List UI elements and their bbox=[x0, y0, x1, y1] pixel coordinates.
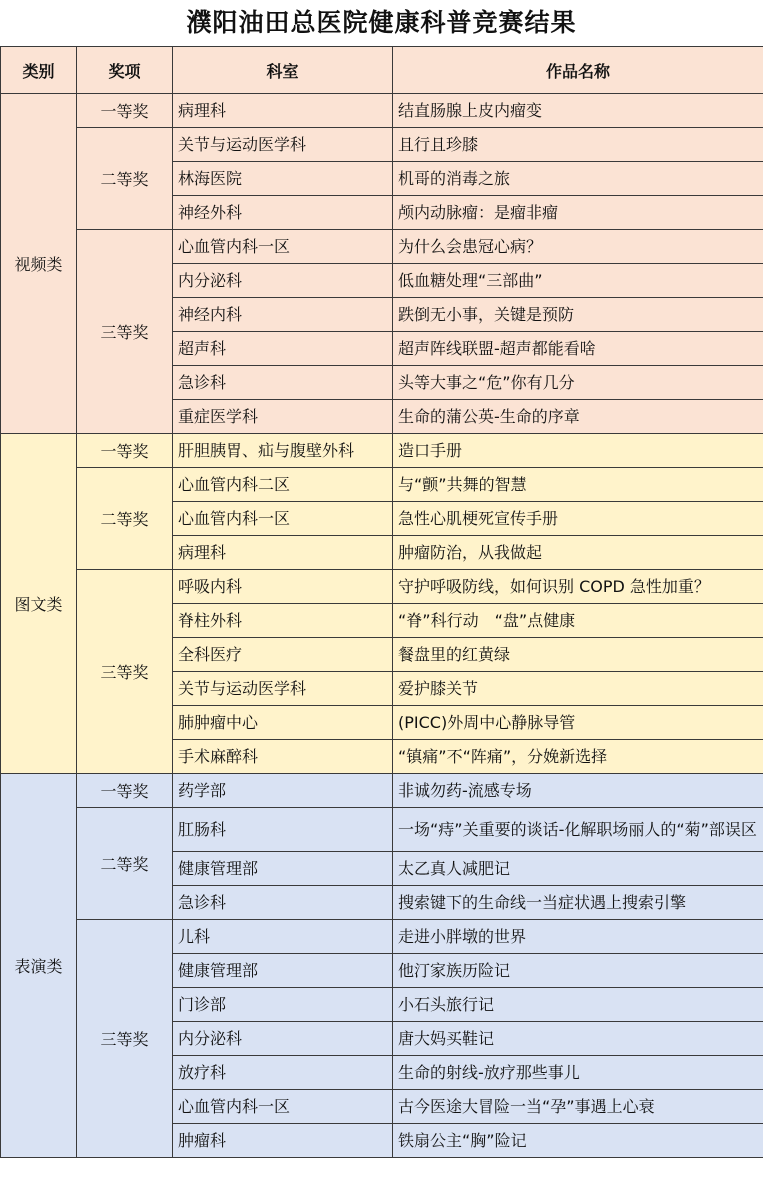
work-title-cell: 头等大事之“危”你有几分 bbox=[393, 366, 763, 400]
department-cell: 内分泌科 bbox=[173, 1022, 393, 1056]
department-cell: 健康管理部 bbox=[173, 852, 393, 886]
department-cell: 急诊科 bbox=[173, 366, 393, 400]
award-cell: 一等奖 bbox=[77, 94, 173, 128]
work-title-cell: 铁扇公主“胸”险记 bbox=[393, 1124, 763, 1158]
department-cell: 脊柱外科 bbox=[173, 604, 393, 638]
department-cell: 手术麻醉科 bbox=[173, 740, 393, 774]
department-cell: 呼吸内科 bbox=[173, 570, 393, 604]
award-cell: 一等奖 bbox=[77, 774, 173, 808]
work-title-cell: 颅内动脉瘤：是瘤非瘤 bbox=[393, 196, 763, 230]
results-table bbox=[0, 46, 763, 1158]
department-cell: 儿科 bbox=[173, 920, 393, 954]
department-cell: 门诊部 bbox=[173, 988, 393, 1022]
table-row bbox=[1, 128, 763, 162]
department-cell: 神经内科 bbox=[173, 298, 393, 332]
work-title-cell: 造口手册 bbox=[393, 434, 763, 468]
award-cell: 三等奖 bbox=[77, 570, 173, 774]
department-cell: 肿瘤科 bbox=[173, 1124, 393, 1158]
work-title-cell: “脊”科行动 “盘”点健康 bbox=[393, 604, 763, 638]
category-cell: 图文类 bbox=[1, 434, 77, 774]
department-cell: 药学部 bbox=[173, 774, 393, 808]
work-title-cell: 为什么会患冠心病？ bbox=[393, 230, 763, 264]
work-title-cell: 太乙真人减肥记 bbox=[393, 852, 763, 886]
work-title-cell: 一场“痔”关重要的谈话-化解职场丽人的“菊”部误区 bbox=[393, 808, 763, 852]
department-cell: 神经外科 bbox=[173, 196, 393, 230]
work-title-cell: “镇痛”不“阵痛”，分娩新选择 bbox=[393, 740, 763, 774]
work-title-cell: 与“颤”共舞的智慧 bbox=[393, 468, 763, 502]
work-title-cell: 超声阵线联盟-超声都能看啥 bbox=[393, 332, 763, 366]
award-cell: 一等奖 bbox=[77, 434, 173, 468]
work-title-cell: 肿瘤防治，从我做起 bbox=[393, 536, 763, 570]
work-title-cell: 餐盘里的红黄绿 bbox=[393, 638, 763, 672]
category-cell: 视频类 bbox=[1, 94, 77, 434]
table-row bbox=[1, 94, 763, 128]
header-category: 类别 bbox=[1, 47, 77, 94]
department-cell: 肝胆胰胃、疝与腹壁外科 bbox=[173, 434, 393, 468]
department-cell: 心血管内科一区 bbox=[173, 502, 393, 536]
department-cell: 急诊科 bbox=[173, 886, 393, 920]
header-award: 奖项 bbox=[77, 47, 173, 94]
award-cell: 三等奖 bbox=[77, 920, 173, 1158]
department-cell: 肺肿瘤中心 bbox=[173, 706, 393, 740]
department-cell: 关节与运动医学科 bbox=[173, 128, 393, 162]
table-body bbox=[1, 94, 763, 1158]
department-cell: 心血管内科一区 bbox=[173, 1090, 393, 1124]
department-cell: 心血管内科二区 bbox=[173, 468, 393, 502]
work-title-cell: 走进小胖墩的世界 bbox=[393, 920, 763, 954]
work-title-cell: 机哥的消毒之旅 bbox=[393, 162, 763, 196]
work-title-cell: 结直肠腺上皮内瘤变 bbox=[393, 94, 763, 128]
work-title-cell: 守护呼吸防线，如何识别 COPD 急性加重？ bbox=[393, 570, 763, 604]
department-cell: 病理科 bbox=[173, 94, 393, 128]
table-row bbox=[1, 774, 763, 808]
department-cell: 放疗科 bbox=[173, 1056, 393, 1090]
table-row bbox=[1, 808, 763, 852]
work-title-cell: 小石头旅行记 bbox=[393, 988, 763, 1022]
work-title-cell: 生命的蒲公英-生命的序章 bbox=[393, 400, 763, 434]
work-title-cell: 他汀家族历险记 bbox=[393, 954, 763, 988]
department-cell: 肛肠科 bbox=[173, 808, 393, 852]
page-title: 濮阳油田总医院健康科普竞赛结果 bbox=[186, 8, 577, 37]
category-cell: 表演类 bbox=[1, 774, 77, 1158]
department-cell: 关节与运动医学科 bbox=[173, 672, 393, 706]
award-cell: 三等奖 bbox=[77, 230, 173, 434]
work-title-cell: 搜索键下的生命线一当症状遇上搜索引擎 bbox=[393, 886, 763, 920]
department-cell: 心血管内科一区 bbox=[173, 230, 393, 264]
table-row bbox=[1, 570, 763, 604]
department-cell: 重症医学科 bbox=[173, 400, 393, 434]
header-work-title: 作品名称 bbox=[393, 47, 763, 94]
work-title-cell: 古今医途大冒险一当“孕”事遇上心衰 bbox=[393, 1090, 763, 1124]
award-cell: 二等奖 bbox=[77, 468, 173, 570]
award-cell: 二等奖 bbox=[77, 808, 173, 920]
work-title-cell: 且行且珍膝 bbox=[393, 128, 763, 162]
department-cell: 内分泌科 bbox=[173, 264, 393, 298]
work-title-cell: 跌倒无小事，关键是预防 bbox=[393, 298, 763, 332]
department-cell: 病理科 bbox=[173, 536, 393, 570]
header-department: 科室 bbox=[173, 47, 393, 94]
table-row bbox=[1, 434, 763, 468]
table-row bbox=[1, 230, 763, 264]
work-title-cell: (PICC)外周中心静脉导管 bbox=[393, 706, 763, 740]
work-title-cell: 爱护膝关节 bbox=[393, 672, 763, 706]
work-title-cell: 低血糖处理“三部曲” bbox=[393, 264, 763, 298]
department-cell: 全科医疗 bbox=[173, 638, 393, 672]
award-cell: 二等奖 bbox=[77, 128, 173, 230]
department-cell: 健康管理部 bbox=[173, 954, 393, 988]
work-title-cell: 唐大妈买鞋记 bbox=[393, 1022, 763, 1056]
work-title-cell: 生命的射线-放疗那些事儿 bbox=[393, 1056, 763, 1090]
table-row bbox=[1, 468, 763, 502]
header-row bbox=[1, 47, 763, 94]
department-cell: 林海医院 bbox=[173, 162, 393, 196]
work-title-cell: 非诚勿药-流感专场 bbox=[393, 774, 763, 808]
table-row bbox=[1, 920, 763, 954]
department-cell: 超声科 bbox=[173, 332, 393, 366]
work-title-cell: 急性心肌梗死宣传手册 bbox=[393, 502, 763, 536]
